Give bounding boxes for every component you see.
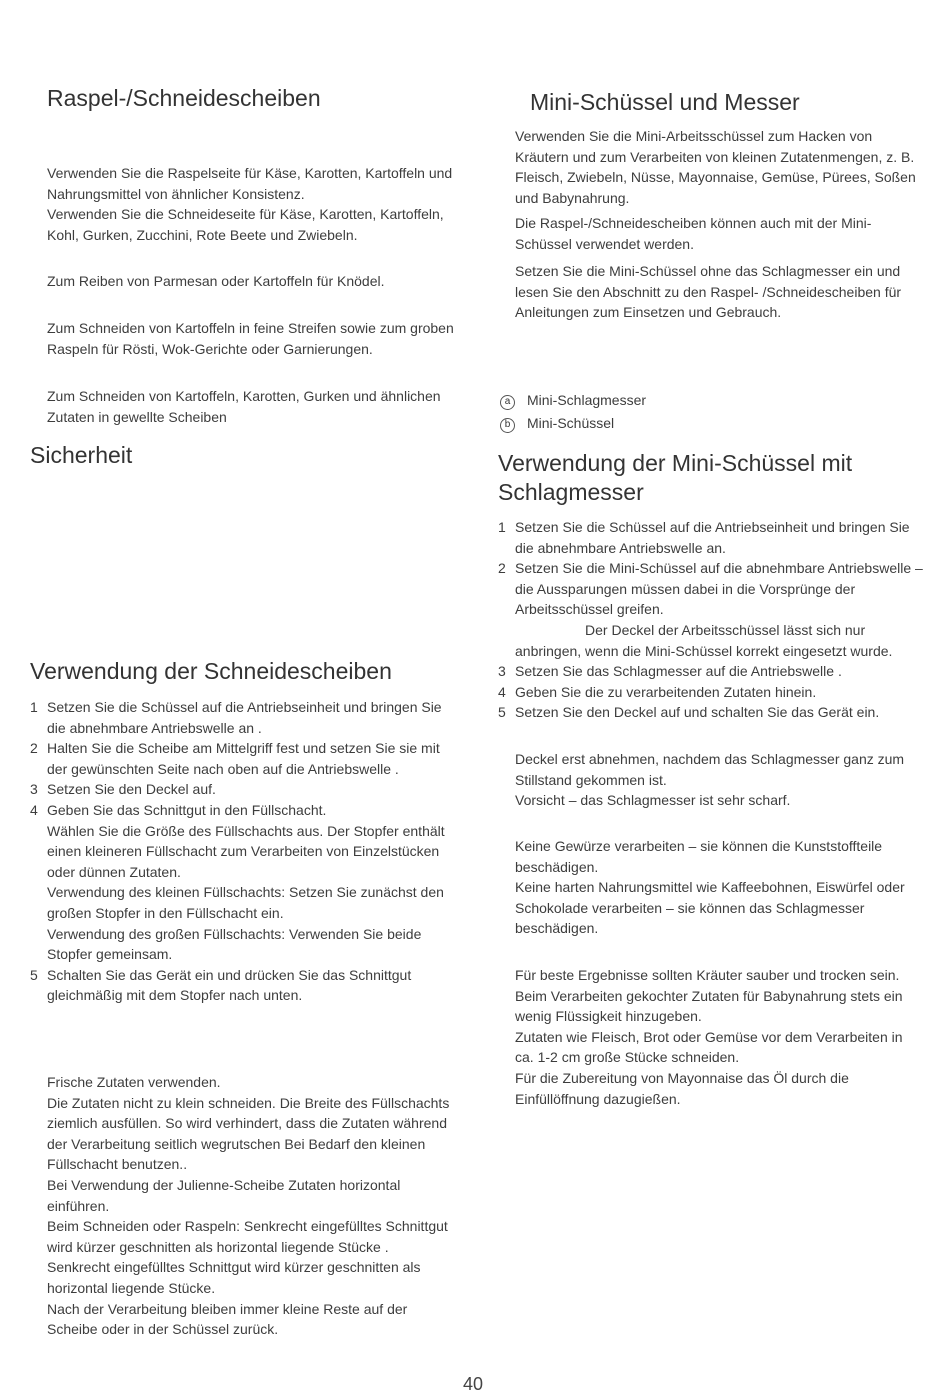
tip-text: Senkrecht eingefülltes Schnittgut wird kürzer geschnitten als horizontal liegende Stücke. — [47, 1259, 421, 1296]
label-b-icon: b — [500, 418, 515, 433]
tip-text: Beim Verarbeiten gekochter Zutaten für Babynahrung stets ein wenig Flüssigkeit hinzugeben. — [515, 987, 903, 1025]
step-item: 3 Setzen Sie den Deckel auf. — [30, 781, 216, 798]
warning-text: Vorsicht – das Schlagmesser ist sehr scharf. — [515, 792, 791, 809]
page-number: 40 — [463, 1374, 484, 1394]
heading-raspel: Raspel-/Schneidescheiben — [47, 85, 321, 111]
heading-mini-schuessel: Mini-Schüssel und Messer — [530, 89, 800, 115]
tip-text: Bei Verwendung der Julienne-Scheibe Zutaten horizontal einführen. — [47, 1176, 401, 1214]
step-item: Wählen Sie die Größe des Füllschachts aus. Der Stopfer enthält einen kleineren Füllschacht zum Verarbeiten von Einzelstücken oder dünnen Zutaten. — [47, 822, 445, 880]
step-item: 2 Setzen Sie die Mini-Schüssel auf die abnehmbare Antriebswelle – die Aussparungen müssen dabei in die Vorsprünge der Arbeitsschüssel greifen. — [498, 560, 923, 618]
raspel-paragraph-5: Zum Schneiden von Kartoffeln, Karotten, Gurken und ähnlichen Zutaten in gewellte Scheiben — [47, 388, 441, 425]
tip-text: Beim Schneiden oder Raspeln: Senkrecht eingefülltes Schnittgut wird kürzer geschnitten als horizontal liegende Stücke . — [47, 1218, 448, 1255]
raspel-paragraph-2: Verwenden Sie die Schneideseite für Käse, Karotten, Kartoffeln, Kohl, Gurken, Zucchini, Rote Beete und Zwiebeln. — [47, 206, 444, 243]
step-item: Verwendung des kleinen Füllschachts: Setzen Sie zunächst den großen Stopfer in den Füllschacht ein. — [47, 884, 444, 921]
tip-text: Die Zutaten nicht zu klein schneiden. Die Breite des Füllschachts ziemlich ausfüllen. So wird verhindert, dass die Zutaten während der Verarbeitung seitlich wegrutschen Bei Bedarf den kleinen Füllschacht benutzen.. — [47, 1094, 450, 1173]
tip-text: Nach der Verarbeitung bleiben immer kleine Reste auf der Scheibe oder in der Schüssel zurück. — [47, 1300, 408, 1338]
mini-paragraph-3: Setzen Sie die Mini-Schüssel ohne das Schlagmesser ein und lesen Sie den Abschnitt zu den Raspel- /Schneidescheiben für Anleitungen zum Einsetzen und Gebrauch. — [515, 263, 902, 321]
heading-mini-usage: Verwendung der Mini-Schüssel mit Schlagmesser — [498, 450, 853, 505]
step-item: 1 Setzen Sie die Schüssel auf die Antriebseinheit und bringen Sie die abnehmbare Antriebswelle an . — [30, 699, 442, 736]
step-item: Verwendung des großen Füllschachts: Verwenden Sie beide Stopfer gemeinsam. — [47, 925, 422, 963]
warning-text: Deckel erst abnehmen, nachdem das Schlagmesser ganz zum Stillstand gekommen ist. — [515, 751, 905, 788]
schneidescheiben-tips — [47, 1072, 457, 1340]
mini-tips — [515, 965, 925, 1109]
schneidescheiben-steps — [30, 697, 457, 1006]
label-a-icon: a — [500, 395, 515, 410]
mini-warning — [515, 749, 925, 811]
step-item: Der Deckel der Arbeitsschüssel lässt sich nur anbringen, wenn die Mini-Schüssel korrekt eingesetzt wurde. — [515, 621, 893, 659]
step-item: 2 Halten Sie die Scheibe am Mittelgriff fest und setzen Sie sie mit der gewünschten Seite nach oben auf die Antriebswelle . — [30, 740, 440, 777]
tip-text: Für die Zubereitung von Mayonnaise das Öl durch die Einfüllöffnung dazugießen. — [515, 1069, 849, 1107]
tip-text: Zutaten wie Fleisch, Brot oder Gemüse vor dem Verarbeiten in ca. 1-2 cm große Stücke schneiden. — [515, 1028, 903, 1066]
step-item: 5 Schalten Sie das Gerät ein und drücken Sie das Schnittgut gleichmäßig mit dem Stopfer nach unten. — [30, 966, 412, 1004]
tip-text: Frische Zutaten verwenden. — [47, 1074, 221, 1090]
step-item: 4 Geben Sie die zu verarbeitenden Zutaten hinein. — [498, 683, 817, 700]
mini-caution — [515, 836, 925, 939]
heading-schneidescheiben: Verwendung der Schneidescheiben — [30, 658, 392, 684]
mini-usage-steps — [498, 517, 930, 723]
heading-sicherheit: Sicherheit — [30, 442, 133, 468]
mini-paragraph-1: Verwenden Sie die Mini-Arbeitsschüssel zum Hacken von Kräutern und zum Verarbeiten von kleinen Zutatenmengen, z. B. Fleisch, Zwiebeln, Nüsse, Mayonnaise, Gemüse, Pürees, Soßen und Babynahrung. — [515, 128, 916, 206]
caution-text: Keine harten Nahrungsmittel wie Kaffeebohnen, Eiswürfel oder Schokolade verarbeiten – sie können das Schlagmesser beschädigen. — [515, 879, 905, 937]
mini-paragraph-2: Die Raspel-/Schneidescheiben können auch mit der Mini-Schüssel verwendet werden. — [515, 215, 872, 252]
raspel-paragraph-3: Zum Reiben von Parmesan oder Kartoffeln für Knödel. — [47, 273, 385, 289]
legend-item: a Mini-Schlagmesser — [500, 389, 920, 412]
parts-legend — [500, 389, 920, 435]
legend-item: b Mini-Schüssel — [500, 412, 920, 435]
step-item: 5 Setzen Sie den Deckel auf und schalten Sie das Gerät ein. — [498, 704, 880, 721]
step-item: 3 Setzen Sie das Schlagmesser auf die Antriebswelle . — [498, 663, 842, 680]
step-item: 4 Geben Sie das Schnittgut in den Füllschacht. — [30, 801, 327, 818]
raspel-paragraph-1: Verwenden Sie die Raspelseite für Käse, Karotten, Kartoffeln und Nahrungsmittel von ähnlicher Konsistenz. — [47, 165, 453, 202]
caution-text: Keine Gewürze verarbeiten – sie können die Kunststoffteile beschädigen. — [515, 838, 883, 875]
step-item: 1 Setzen Sie die Schüssel auf die Antriebseinheit und bringen Sie die abnehmbare Antriebswelle an. — [498, 519, 910, 556]
tip-text: Für beste Ergebnisse sollten Kräuter sauber und trocken sein. — [515, 967, 900, 983]
raspel-paragraph-4: Zum Schneiden von Kartoffeln in feine Streifen sowie zum groben Raspeln für Rösti, Wok-Gerichte oder Garnierungen. — [47, 320, 454, 357]
